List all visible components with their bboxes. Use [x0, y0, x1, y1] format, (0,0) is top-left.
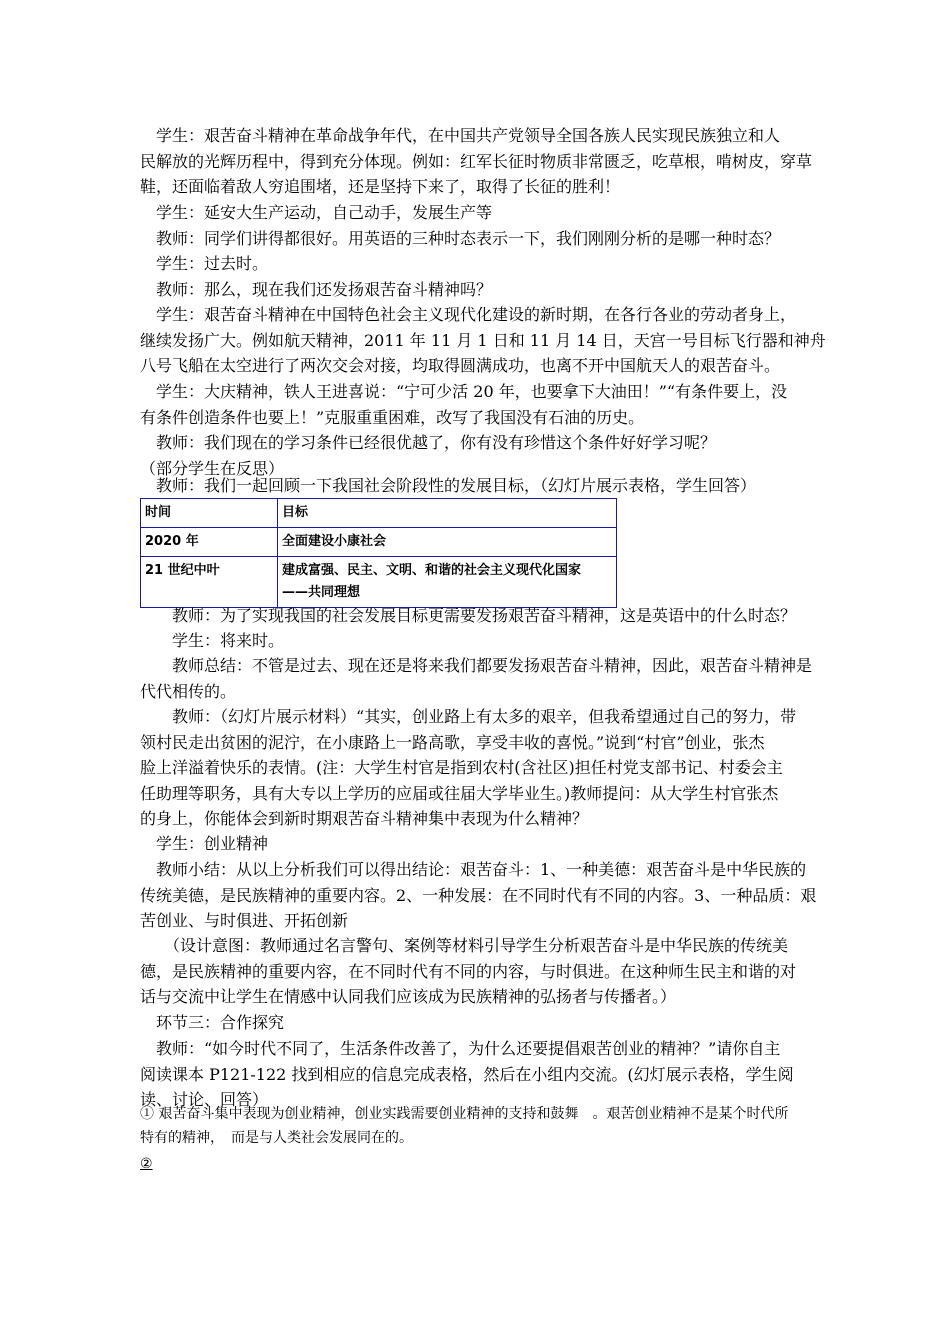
paragraph-teacher-conclusion: 教师小结：从以上分析我们可以得出结论：艰苦奋斗：1、一种美德：艰苦奋斗是中华民族的 传统美德，是民族精神的重要内容。2、一种发展：在不同时代有不同的内容。3、一种品质：艰 苦创业、与时俱进、开拓创新 [140, 860, 817, 930]
paragraph-teacher-goals: 教师：我们一起回顾一下我国社会阶段性的发展目标，（幻灯片展示表格，学生回答） [140, 476, 757, 495]
table-row [141, 528, 617, 557]
table-cell-time: 2020 年 [141, 528, 278, 557]
table-header-goal: 目标 [278, 499, 617, 528]
paragraph-teacher-conditions: 教师：我们现在的学习条件已经很优越了，你有没有珍惜这个条件好好学习呢？ （部分学生在反思） [140, 433, 717, 478]
table-cell-goal: 建成富强、民主、文明、和谐的社会主义现代化国家 ——共同理想 [278, 557, 617, 608]
paragraph-student-revolution: 学生：艰苦奋斗精神在革命战争年代，在中国共产党领导全国各族人民实现民族独立和人 民解放的光辉历程中，得到充分体现。例如：红军长征时物质非常匮乏，吃草根，啃树皮，穿草 鞋，还面临着敌人穷追围堵，还是坚持下来了，取得了长征的胜利！ [140, 126, 813, 196]
table-header-row [141, 499, 617, 528]
table-cell-time: 21 世纪中叶 [141, 557, 278, 608]
paragraph-design-intent: （设计意图：教师通过名言警句、案例等材料引导学生分析艰苦奋斗是中华民族的传统美 德，是民族精神的重要内容，在不同时代有不同的内容，与时俱进。在这种师生民主和谐的对 话与交流中让学生在情感中认同我们应该成为民族精神的弘扬者与传播者。） [140, 936, 797, 1006]
paragraph-student-past: 学生：过去时。 [140, 254, 269, 273]
paragraph-student-daqing: 学生：大庆精神，铁人王进喜说：“宁可少活 20 年，也要拿下大油田！”“有条件要上，没 有条件创造条件也要上！”克服重重困难，改写了我国没有石油的历史。 [140, 382, 788, 427]
paragraph-teacher-summary: 教师总结：不管是过去、现在还是将来我们都要发扬艰苦奋斗精神，因此，艰苦奋斗精神是 代代相传的。 [140, 656, 813, 701]
paragraph-student-yanan: 学生：延安大生产运动，自己动手，发展生产等 [140, 203, 493, 222]
paragraph-student-entrepreneurship: 学生：创业精神 [140, 834, 269, 853]
paragraph-teacher-village-official: 教师：（幻灯片展示材料）“其实，创业路上有太多的艰辛，但我希望通过自己的努力，带 领村民走出贫困的泥泞，在小康路上一路高歌，享受丰收的喜悦。”说到“村官”创业，张杰 脸上洋溢着快乐的表情。(注：大学生村官是指到农村(含社区)担任村党支部书记、村委会主 任助理等职务，具有大专以上学历的应届或往届大学毕业生。)教师提问：从大学生村官张杰 的身上，你能体会到新时期艰苦奋斗精神集中表现为什么精神？ [140, 707, 797, 828]
development-goals-table [140, 498, 617, 608]
answer-item-1: ① 艰苦奋斗集中表现为创业精神，创业实践需要创业精神的支持和鼓舞 。艰苦创业精神不是某个时代所 特有的精神， 而是与人类社会发展同在的。 [140, 1106, 789, 1146]
answer-item-2-marker: ② [140, 1156, 153, 1172]
paragraph-teacher-future: 教师：为了实现我国的社会发展目标更需要发扬艰苦奋斗精神，这是英语中的什么时态？ [140, 606, 797, 625]
paragraph-student-space: 学生：艰苦奋斗精神在中国特色社会主义现代化建设的新时期，在各行各业的劳动者身上， 继续发扬广大。例如航天精神，2011 年 11 月 1 日和 11 月 14 日，天宫一号目标飞行器和神舟 八号飞船在太空进行了两次交会对接，均取得圆满成功，也离不开中国航天人的艰苦奋斗。 [140, 305, 826, 375]
paragraph-teacher-tense: 教师：同学们讲得都很好。用英语的三种时态表示一下，我们刚刚分析的是哪一种时态？ [140, 229, 781, 248]
table-header-time: 时间 [141, 499, 278, 528]
paragraph-teacher-question: 教师：“如今时代不同了，生活条件改善了，为什么还要提倡艰苦创业的精神？”请你自主 阅读课本 P121-122 找到相应的信息完成表格，然后在小组内交流。(幻灯展示表格，学生阅 读、讨论、回答） [140, 1039, 794, 1109]
paragraph-teacher-now: 教师：那么，现在我们还发扬艰苦奋斗精神吗？ [140, 280, 493, 299]
table-cell-goal: 全面建设小康社会 [278, 528, 617, 557]
paragraph-student-future: 学生：将来时。 [140, 631, 285, 650]
table-row [141, 557, 617, 608]
section-heading-cooperation: 环节三：合作探究 [140, 1013, 285, 1032]
